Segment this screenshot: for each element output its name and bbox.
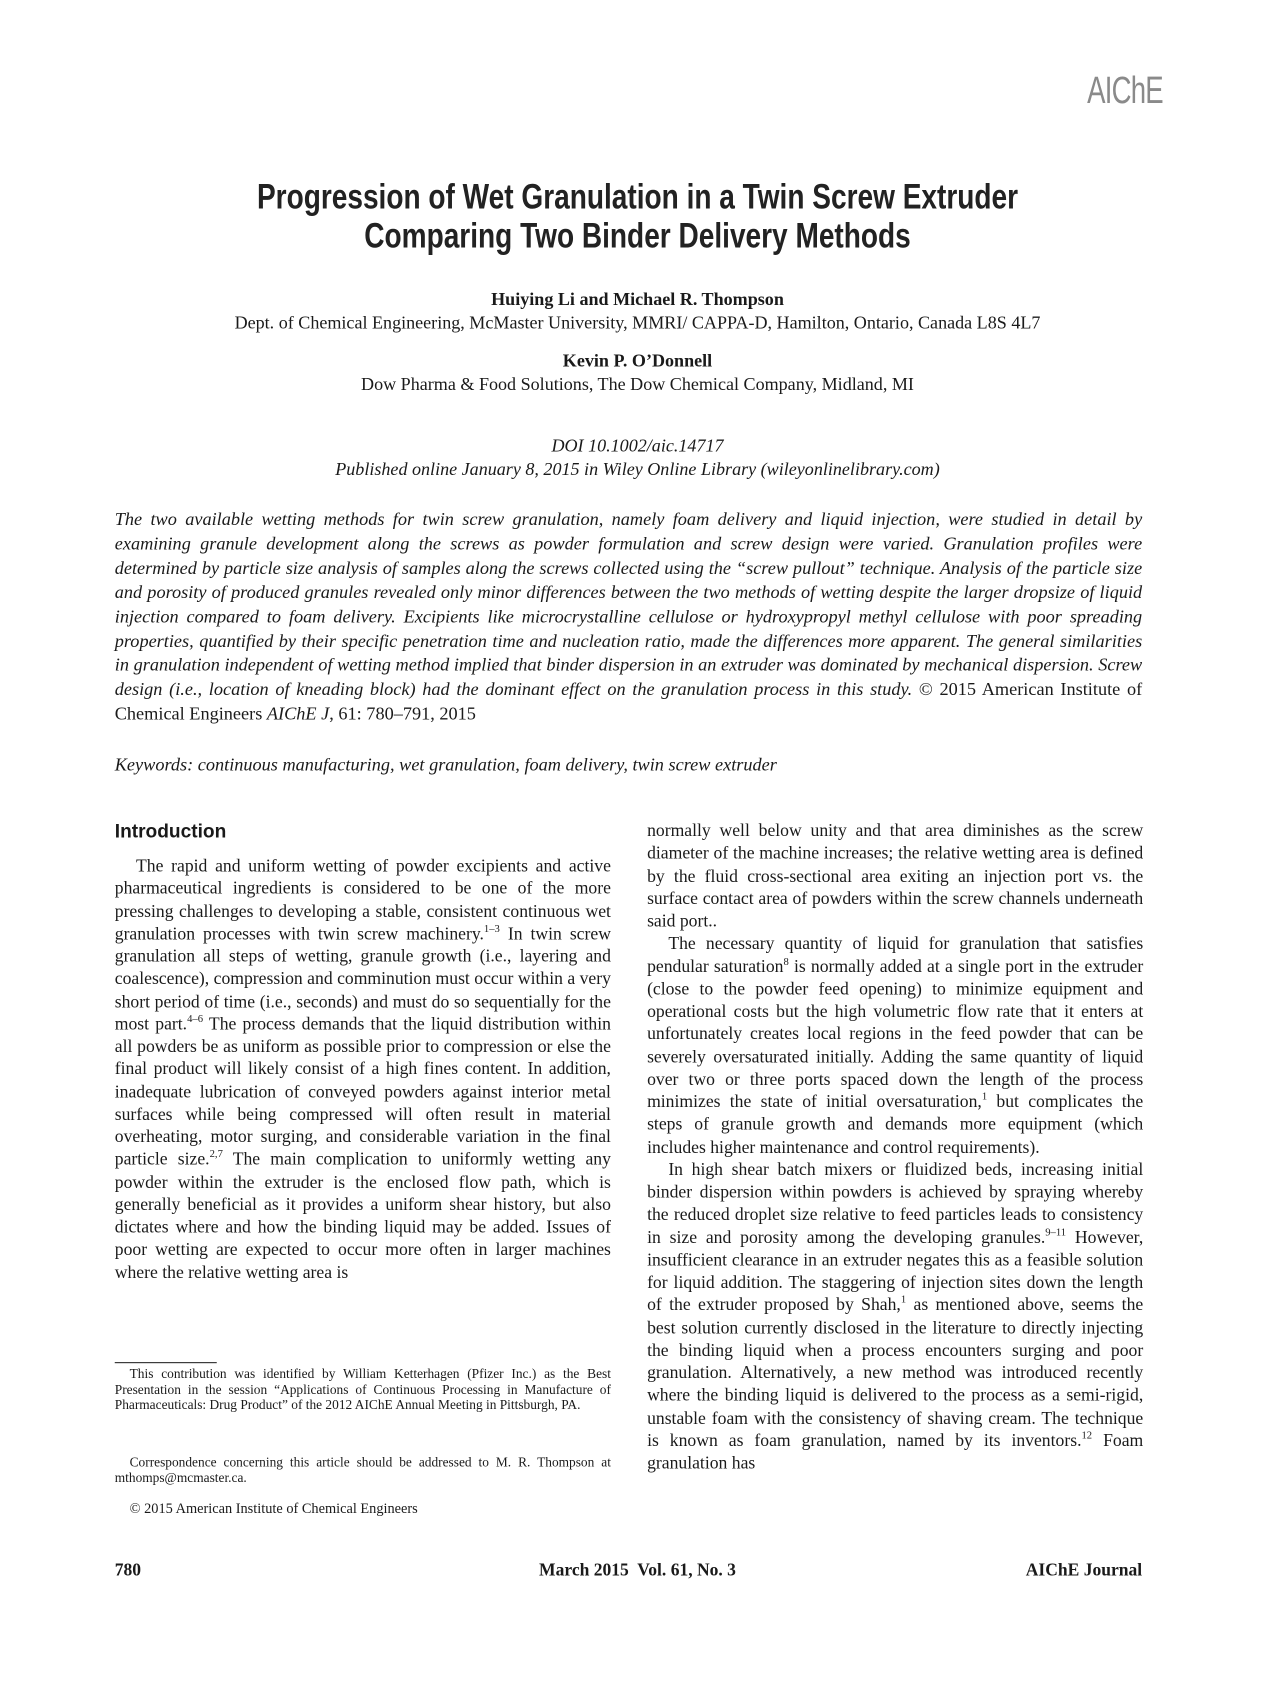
left-column <box>115 854 611 1283</box>
affiliation-1: Dept. of Chemical Engineering, McMaster University, MMRI/ CAPPA-D, Hamilton, Ontario, Canada L8S 4L7 <box>234 312 1041 333</box>
title-line-1: Progression of Wet Granulation in a Twin Screw Extruder <box>256 176 1019 216</box>
abstract-text: The two available wetting methods for twin screw granulation, namely foam delivery and liquid injection, were studied in detail by examining granule development along the screws as powder formulation and screw design were varied. Granulation profiles were determined by particle size analysis of samples along the screws collected using the “screw pullout” technique. Analysis of the particle size and porosity of produced granules revealed only minor differences between the two methods of wetting despite the larger dropsize of liquid injection compared to foam delivery. Excipients like microcrystalline cellulose or hydroxypropyl methyl cellulose with poor spreading properties, quantified by their specific penetration time and nucleation ratio, made the differences more apparent. The general similarities in granulation independent of wetting method implied that binder dispersion in an extruder was dominated by mechanical dispersion. Screw design (i.e., location of kneading block) had the dominant effect on the granulation process in this study. <box>114 508 1143 700</box>
reference-citation: ^1 <box>981 1091 988 1103</box>
reference-citation: ^2,7 <box>209 1148 223 1161</box>
paragraph-text: However, insufficient clearance in an extruder negates this as a feasible solution for liquid addition. The staggering of injection sites down the length of the extruder proposed by Shah, <box>647 1226 1144 1315</box>
footnote-divider <box>115 1362 217 1363</box>
body-paragraph <box>647 932 1143 1158</box>
article-title <box>0 176 1275 255</box>
issue-info: March 2015 Vol. 61, No. 3 <box>539 1559 736 1580</box>
reference-citation: ^4–6 <box>187 1013 204 1026</box>
paragraph-text: In twin screw granulation all steps of wetting, granule growth (i.e., layering and coalescence), compression and comminution must occur within a very short period of time (i.e., seconds) and must do so sequentially for the most part. <box>114 923 611 1034</box>
doi: DOI 10.1002/aic.14717 <box>551 435 724 456</box>
authors-1: Huiying Li and Michael R. Thompson <box>491 289 784 310</box>
footnote-text: This contribution was identified by William Ketterhagen (Pfizer Inc.) as the Best Presentation in the session “Applications of Continuous Processing in Manufacture of Pharmaceuticals: Drug Product” of the 2012 AIChE Annual Meeting in Pittsburgh, PA. <box>114 1366 611 1413</box>
reference-citation: ^1 <box>900 1294 907 1307</box>
abstract-citation: , 61: 780–791, 2015 <box>329 703 476 724</box>
paragraph-text: In high shear batch mixers or fluidized beds, increasing initial binder dispersion within powders is achieved by spraying whereby the reduced droplet size relative to feed particles leads to consistency in size and porosity among the developing granules. <box>647 1158 1144 1247</box>
reference-citation: ^9–11 <box>1045 1226 1067 1239</box>
paragraph-text: The necessary quantity of liquid for granulation that satisfies pendular saturation <box>647 933 1144 976</box>
paragraph-text: The main complication to uniformly wetting any powder within the extruder is the enclosed flow path, which is generally beneficial as it provides a uniform shear history, but also dictates where and how the binding liquid may be added. Issues of poor wetting are expected to occur more often in larger machines where the relative wetting area is <box>114 1148 611 1282</box>
abstract <box>115 508 1142 727</box>
footnote-text: © 2015 American Institute of Chemical Engineers <box>129 1500 418 1517</box>
authors-2: Kevin P. O’Donnell <box>562 350 713 371</box>
footnote-text: Correspondence concerning this article should be addressed to M. R. Thompson at mthomps@mcmaster.ca. <box>114 1454 611 1486</box>
paragraph-text: as mentioned above, seems the best solution currently disclosed in the literature to directly injecting the binding liquid when a process encounters surging and poor granulation. Alternatively, a new method was introduced recently where the binding liquid is delivered to the process as a semi-rigid, unstable foam with the consistency of shaving cream. The technique is known as foam granulation, named by its inventors. <box>647 1294 1144 1451</box>
paragraph-text: normally well below unity and that area diminishes as the screw diameter of the machine increases; the relative wetting area is defined by the fluid cross-sectional area exiting an injection port vs. the surface contact area of powders within the screw channels underneath said port.. <box>647 820 1144 931</box>
footnote-correspondence <box>115 1455 611 1486</box>
footnote-copyright <box>115 1501 611 1517</box>
title-line-2: Comparing Two Binder Delivery Methods <box>364 215 911 255</box>
abstract-journal: AIChE J <box>266 703 330 724</box>
abstract-copyright: © 2015 American Institute of Chemical Engineers <box>114 679 1143 724</box>
reference-citation: ^1–3 <box>483 923 500 935</box>
paragraph-text: The rapid and uniform wetting of powder excipients and active pharmaceutical ingredients is considered to be one of the more pressing challenges to developing a stable, consistent continuous wet granulation processes with twin screw machinery. <box>114 855 611 944</box>
paragraph-text: but complicates the steps of granule growth and demands more equipment (which includes higher maintenance and control requirements). <box>647 1091 1144 1157</box>
published-line: Published online January 8, 2015 in Wiley Online Library (wileyonlinelibrary.com) <box>335 459 940 480</box>
section-heading-introduction: Introduction <box>114 820 227 842</box>
paragraph-text: Foam granulation has <box>647 1429 1144 1473</box>
page-number: 780 <box>114 1559 142 1580</box>
paragraph-text: is normally added at a single port in the extruder (close to the powder feed opening) to minimize equipment and operational costs but the high volumetric flow rate that it enters at unfortunately creates local regions in the feed powder that can be severely oversaturated initially. Adding the same quantity of liquid over two or three ports spaced down the length of the process minimizes the state of initial oversaturation, <box>647 955 1144 1112</box>
body-paragraph <box>115 854 611 1283</box>
body-paragraph <box>647 819 1143 932</box>
journal-name: AIChE Journal <box>1025 1559 1143 1580</box>
affiliation-2: Dow Pharma & Food Solutions, The Dow Chemical Company, Midland, MI <box>361 374 914 395</box>
reference-citation: ^12 <box>1081 1429 1093 1442</box>
aiche-logo: AIChE <box>1087 68 1163 112</box>
paragraph-text: The process demands that the liquid distribution within all powders be as uniform as possible prior to compression or else the final product will likely consist of a high fines content. In addition, inadequate lubrication of conveyed powders against interior metal surfaces while being compressed will often result in material overheating, motor surging, and considerable variation in the final particle size. <box>114 1013 611 1170</box>
right-column <box>647 819 1143 1474</box>
reference-citation: ^8 <box>783 955 789 968</box>
body-paragraph <box>647 1158 1143 1474</box>
footnote-presentation <box>115 1366 611 1413</box>
keywords: Keywords: continuous manufacturing, wet granulation, foam delivery, twin screw extruder <box>114 754 777 775</box>
